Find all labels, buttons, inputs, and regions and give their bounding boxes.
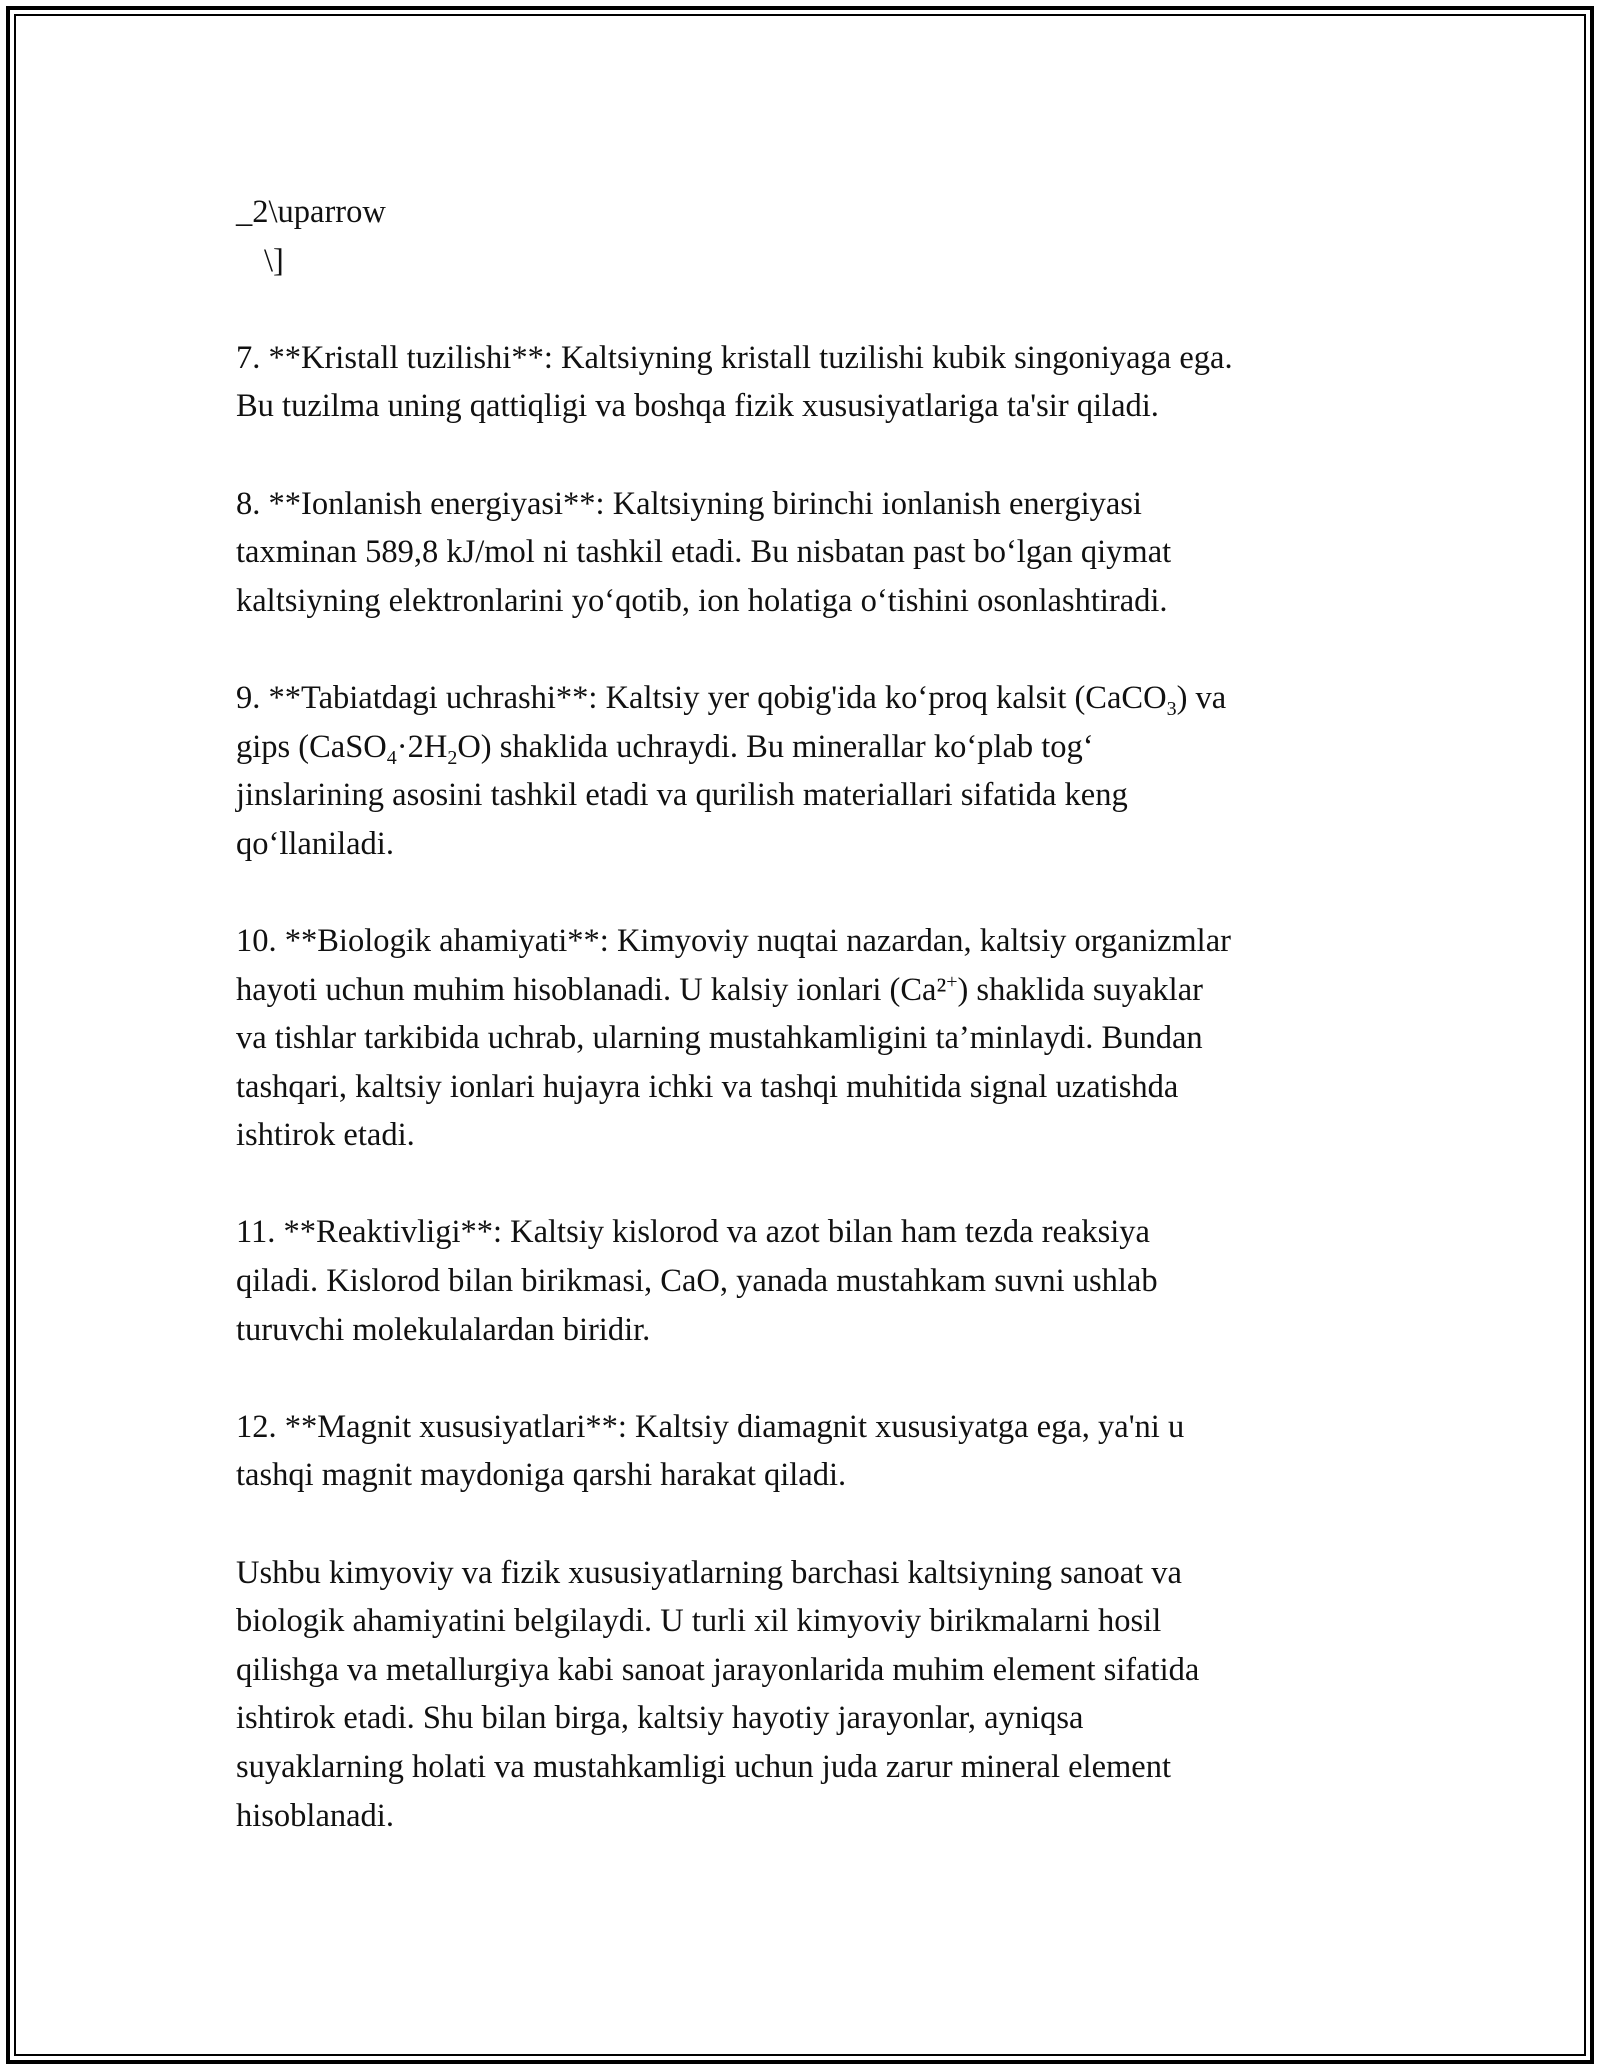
text-line: 7. **Kristall tuzilishi**: Kaltsiyning kristall tuzilishi kubik singoniyaga ega. — [236, 339, 1233, 376]
formula-fragment — [236, 188, 1366, 285]
fragment-line: \] — [264, 242, 284, 279]
superscript: + — [946, 970, 958, 993]
text-line: tashqi magnit maydoniga qarshi harakat qiladi. — [236, 1457, 847, 1494]
text-line — [236, 723, 1366, 772]
text-line: turuvchi molekulalardan biridir. — [236, 1311, 651, 1348]
text-line: biologik ahamiyatini belgilaydi. U turli xil kimyoviy birikmalarni hosil — [236, 1603, 1162, 1640]
text-segment: hayoti uchun muhim hisoblanadi. U kalsiy ionlari (Ca² — [236, 971, 947, 1008]
list-item-10 — [236, 917, 1366, 1160]
text-line: jinslarining asosini tashkil etadi va qurilish materiallari sifatida keng — [236, 777, 1128, 814]
text-segment: ·2H — [396, 728, 448, 765]
text-line: 8. **Ionlanish energiyasi**: Kaltsiyning birinchi ionlanish energiyasi — [236, 485, 1142, 522]
text-segment: gips (CaSO — [236, 728, 387, 765]
text-line: kaltsiyning elektronlarini yo‘qotib, ion holatiga o‘tishini osonlashtiradi. — [236, 582, 1168, 619]
text-line: hisoblanadi. — [236, 1797, 394, 1834]
subscript: 3 — [1166, 697, 1177, 720]
list-item-9 — [236, 674, 1366, 868]
text-line — [236, 674, 1366, 723]
text-line: 10. **Biologik ahamiyati**: Kimyoviy nuqtai nazardan, kaltsiy organizmlar — [236, 922, 1231, 959]
text-segment: ) shaklida suyaklar — [957, 971, 1203, 1008]
subscript: 2 — [447, 746, 458, 769]
text-line — [236, 966, 1366, 1015]
text-line: tashqari, kaltsiy ionlari hujayra ichki va tashqi muhitida signal uzatishda — [236, 1068, 1179, 1105]
text-line: 12. **Magnit xususiyatlari**: Kaltsiy diamagnit xususiyatga ega, ya'ni u — [236, 1408, 1185, 1445]
list-item-7 — [236, 334, 1366, 431]
text-segment: 9. **Tabiatdagi uchrashi**: Kaltsiy yer qobig'ida ko‘proq kalsit (CaCO — [236, 679, 1167, 716]
document-body — [236, 188, 1366, 1889]
text-line: ishtirok etadi. Shu bilan birga, kaltsiy hayotiy jarayonlar, ayniqsa — [236, 1700, 1084, 1737]
text-line: ishtirok etadi. — [236, 1117, 415, 1154]
text-segment: ) va — [1176, 679, 1227, 716]
list-item-11 — [236, 1208, 1366, 1354]
list-item-8 — [236, 480, 1366, 626]
text-line: qiladi. Kislorod bilan birikmasi, CaO, yanada mustahkam suvni ushlab — [236, 1263, 1158, 1300]
fragment-line: _2\uparrow — [236, 194, 386, 230]
text-line: Ushbu kimyoviy va fizik xususiyatlarning barchasi kaltsiyning sanoat va — [236, 1554, 1182, 1591]
text-line: va tishlar tarkibida uchrab, ularning mustahkamligini ta’minlaydi. Bundan — [236, 1020, 1203, 1057]
text-segment: O) shaklida uchraydi. Bu minerallar ko‘plab tog‘ — [457, 728, 1094, 765]
conclusion-paragraph — [236, 1549, 1366, 1841]
text-line: qilishga va metallurgiya kabi sanoat jarayonlarida muhim element sifatida — [236, 1651, 1200, 1688]
text-line: taxminan 589,8 kJ/mol ni tashkil etadi. Bu nisbatan past bo‘lgan qiymat — [236, 534, 1172, 571]
subscript: 4 — [386, 746, 397, 769]
list-item-12 — [236, 1403, 1366, 1500]
text-line: 11. **Reaktivligi**: Kaltsiy kislorod va azot bilan ham tezda reaksiya — [236, 1214, 1150, 1251]
text-line: qo‘llaniladi. — [236, 825, 394, 862]
text-line: Bu tuzilma uning qattiqligi va boshqa fizik xususiyatlariga ta'sir qiladi. — [236, 388, 1159, 425]
text-line: suyaklarning holati va mustahkamligi uchun juda zarur mineral element — [236, 1749, 1171, 1785]
